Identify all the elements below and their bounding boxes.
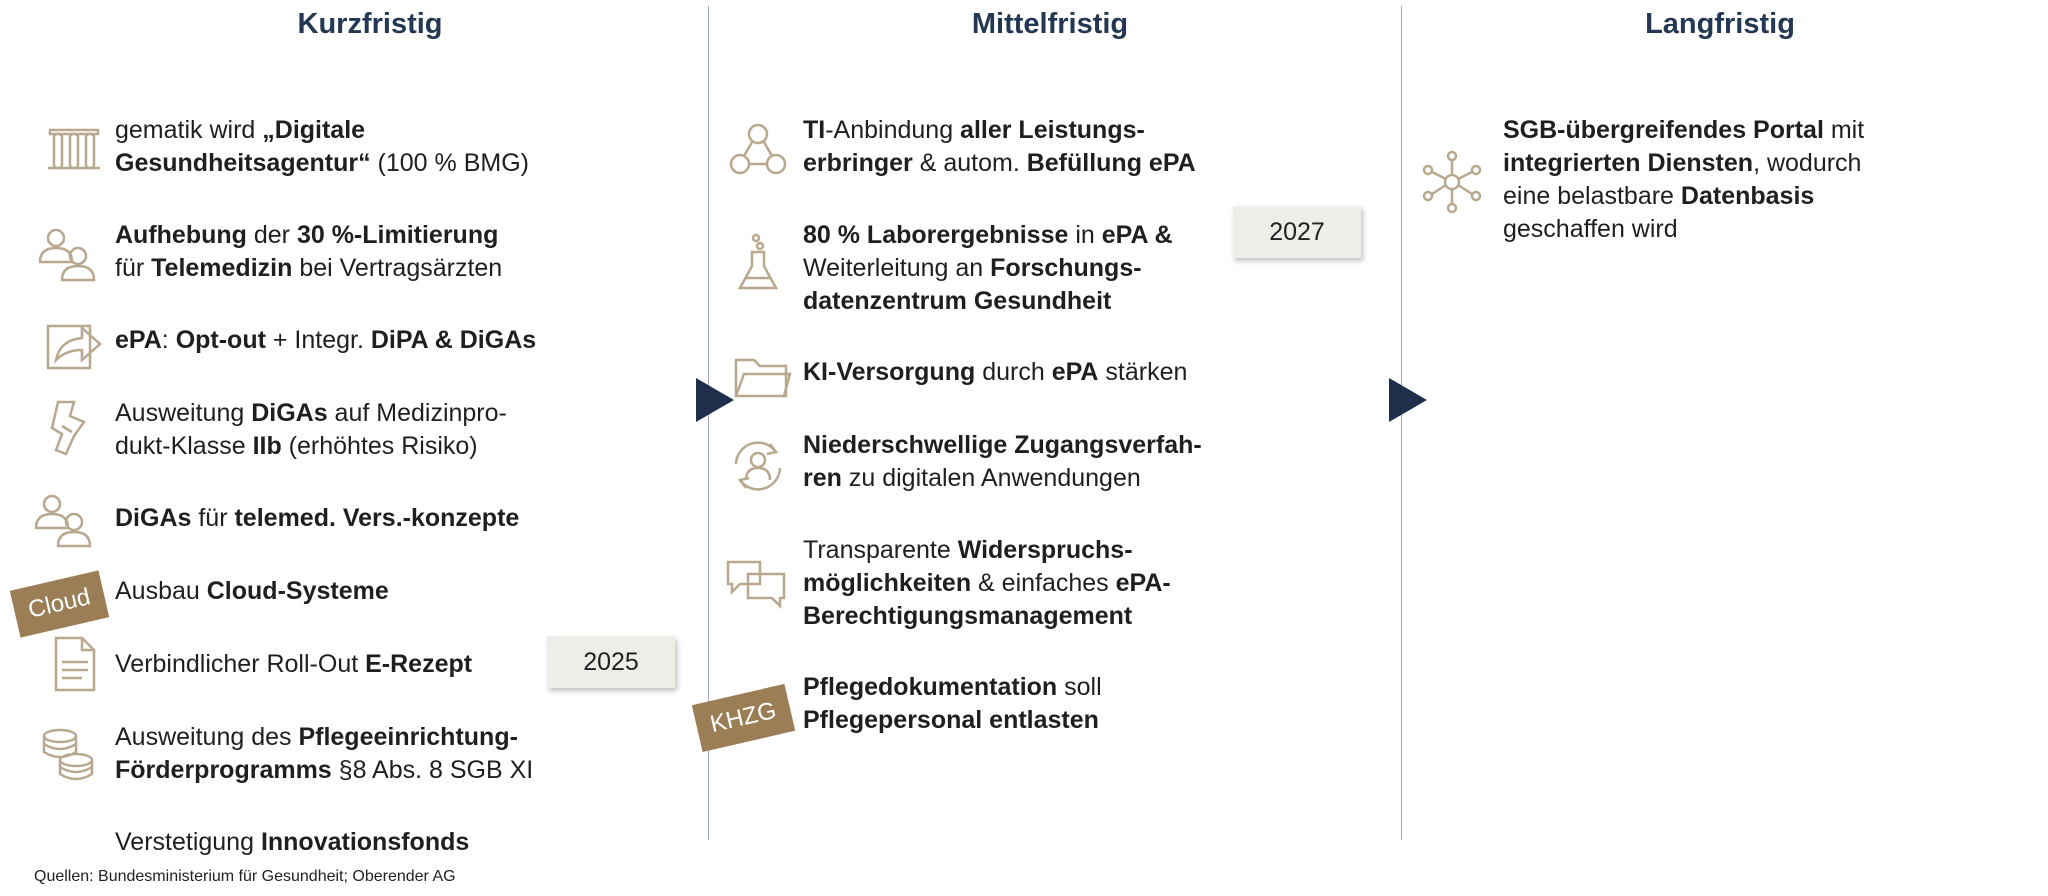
coins-icon	[36, 722, 100, 786]
bold-run: Gesundheitsagentur“	[115, 149, 371, 177]
text-run: Ausweitung	[115, 399, 252, 427]
text-line	[803, 462, 1202, 495]
text-line	[115, 219, 502, 252]
bold-run: ePA-	[1115, 569, 1171, 597]
bold-run: ePA	[115, 326, 162, 354]
text-line	[115, 648, 472, 681]
bold-run: Aufhebung	[115, 221, 247, 249]
mid-term-item-6	[803, 671, 1102, 737]
bold-run: möglichkeiten	[803, 569, 972, 597]
text-run: Verbindlicher Roll-Out	[115, 650, 366, 678]
short-term-item-2	[115, 219, 502, 285]
short-term-item-4	[115, 397, 507, 463]
telemed-concepts-icon	[30, 488, 94, 552]
bold-run: IIb	[252, 432, 282, 460]
text-run: :	[161, 326, 176, 354]
text-line	[115, 147, 529, 180]
bold-run: aller Leistungs-	[960, 116, 1145, 144]
text-line	[803, 252, 1173, 285]
mid-term-item-2	[803, 219, 1173, 318]
bold-run: Innovationsfonds	[260, 828, 470, 856]
text-line	[115, 324, 536, 357]
text-line	[803, 219, 1173, 252]
bold-run: integrierten Diensten	[1503, 149, 1754, 177]
text-run: zu digitalen Anwendungen	[841, 464, 1141, 492]
text-run: -Anbindung	[825, 116, 961, 144]
text-run: & autom.	[912, 149, 1027, 177]
network-people-icon	[726, 118, 790, 182]
mid-term-item-3	[803, 356, 1187, 389]
bandage-icon	[40, 396, 104, 460]
bold-run: Pflegepersonal entlasten	[803, 706, 1099, 734]
source-note: Quellen: Bundesministerium für Gesundheit; Oberender AG	[34, 868, 456, 885]
hub-network-icon	[1420, 150, 1484, 214]
mid-term-item-4	[803, 429, 1202, 495]
test-tubes-icon	[42, 116, 106, 180]
text-run: eine belastbare	[1503, 182, 1681, 210]
mid-term-item-5	[803, 534, 1171, 633]
short-term-item-5	[115, 502, 519, 535]
bold-run: DiGAs	[251, 399, 328, 427]
bold-run: KI-Versorgung	[803, 358, 976, 386]
share-arrow-icon	[42, 312, 106, 376]
bold-run: Datenbasis	[1680, 182, 1815, 210]
text-line	[115, 721, 533, 754]
bold-run: ePA &	[1101, 221, 1173, 249]
bold-run: ren	[803, 464, 842, 492]
telemedicine-users-icon	[34, 222, 98, 286]
text-run: , wodurch	[1753, 149, 1862, 177]
text-run: Ausweitung des	[115, 723, 299, 751]
timeline-arrow-1	[696, 378, 734, 422]
text-run: geschaffen wird	[1503, 215, 1678, 243]
text-line	[803, 114, 1196, 147]
bold-run: Berechtigungsmanagement	[803, 602, 1133, 630]
short-term-item-3	[115, 324, 536, 357]
text-line	[115, 252, 502, 285]
short-term-item-6	[115, 575, 389, 608]
bold-run: Pflegedokumentation	[803, 673, 1058, 701]
chat-bubbles-icon	[724, 552, 788, 616]
text-line	[1503, 114, 1864, 147]
text-run: + Integr.	[265, 326, 371, 354]
short-term-item-8	[115, 721, 533, 787]
text-line	[803, 285, 1173, 318]
text-line	[115, 502, 519, 535]
bold-run: Befüllung ePA	[1026, 149, 1196, 177]
timeline-arrow-2	[1389, 378, 1427, 422]
text-run: & einfaches	[971, 569, 1116, 597]
text-run: Weiterleitung an	[803, 254, 991, 282]
bold-run: „Digitale	[262, 116, 366, 144]
short-term-item-7	[115, 648, 472, 681]
text-run: auf Medizinpro-	[327, 399, 507, 427]
text-line	[803, 429, 1202, 462]
bold-run: TI	[803, 116, 826, 144]
text-run: §8 Abs. 8 SGB XI	[331, 756, 534, 784]
short-term-item-1	[115, 114, 529, 180]
text-line	[1503, 147, 1864, 180]
year-badge-2025: 2025	[547, 636, 675, 688]
bold-run: datenzentrum Gesundheit	[803, 287, 1112, 315]
column-title-mid-term: Mittelfristig	[971, 8, 1129, 40]
column-title-long-term: Langfristig	[1645, 8, 1795, 40]
text-line	[115, 114, 529, 147]
text-run: der	[246, 221, 297, 249]
flask-icon	[726, 232, 790, 296]
text-line	[803, 600, 1171, 633]
text-line	[1503, 213, 1864, 246]
text-line	[803, 704, 1102, 737]
bold-run: 30 %-Limitierung	[296, 221, 499, 249]
bold-run: Telemedizin	[151, 254, 293, 282]
text-run: in	[1068, 221, 1102, 249]
long-term-item-1	[1503, 114, 1864, 246]
cloud-tag: Cloud	[10, 570, 109, 637]
text-line	[803, 567, 1171, 600]
text-run: Transparente	[803, 536, 958, 564]
text-line	[803, 356, 1187, 389]
khzg-tag: KHZG	[692, 684, 795, 752]
bold-run: Niederschwellige Zugangsverfah-	[803, 431, 1202, 459]
user-cycle-icon	[726, 434, 790, 498]
bold-run: SGB-übergreifendes Portal	[1503, 116, 1824, 144]
text-run: durch	[975, 358, 1052, 386]
bold-run: Cloud-Systeme	[206, 577, 389, 605]
bold-run: 80 % Laborergebnisse	[803, 221, 1069, 249]
text-line	[1503, 180, 1864, 213]
bold-run: Pflegeeinrichtung-	[298, 723, 518, 751]
folder-icon	[730, 344, 794, 408]
bold-run: E-Rezept	[365, 650, 473, 678]
bold-run: Opt-out	[175, 326, 266, 354]
column-title-short-term: Kurzfristig	[297, 8, 443, 40]
text-line	[803, 534, 1171, 567]
divider-right	[1401, 6, 1402, 840]
text-line	[803, 147, 1196, 180]
bold-run: ePA	[1051, 358, 1099, 386]
text-line	[115, 754, 533, 787]
bold-run: erbringer	[803, 149, 913, 177]
text-run: für	[191, 504, 235, 532]
text-run: mit	[1823, 116, 1865, 144]
text-line	[115, 397, 507, 430]
mid-term-item-1	[803, 114, 1196, 180]
text-line	[115, 430, 507, 463]
bold-run: Förderprogramms	[115, 756, 332, 784]
text-run: gematik wird	[115, 116, 263, 144]
bold-run: telemed. Vers.-konzepte	[234, 504, 520, 532]
bold-run: DiPA & DiGAs	[370, 326, 537, 354]
text-run: soll	[1057, 673, 1102, 701]
bold-run: Forschungs-	[990, 254, 1142, 282]
text-run: (erhöhtes Risiko)	[281, 432, 478, 460]
short-term-item-9	[115, 826, 469, 859]
text-line	[115, 826, 469, 859]
text-run: für	[115, 254, 152, 282]
text-line	[803, 671, 1102, 704]
bold-run: DiGAs	[115, 504, 192, 532]
bold-run: Widerspruchs-	[957, 536, 1133, 564]
text-run: dukt-Klasse	[115, 432, 253, 460]
text-run: stärken	[1098, 358, 1188, 386]
text-run: (100 % BMG)	[370, 149, 529, 177]
document-icon	[42, 632, 106, 696]
year-badge-2027: 2027	[1233, 206, 1361, 258]
text-run: Verstetigung	[115, 828, 261, 856]
text-run: bei Vertragsärzten	[292, 254, 503, 282]
text-line	[115, 575, 389, 608]
text-run: Ausbau	[115, 577, 207, 605]
